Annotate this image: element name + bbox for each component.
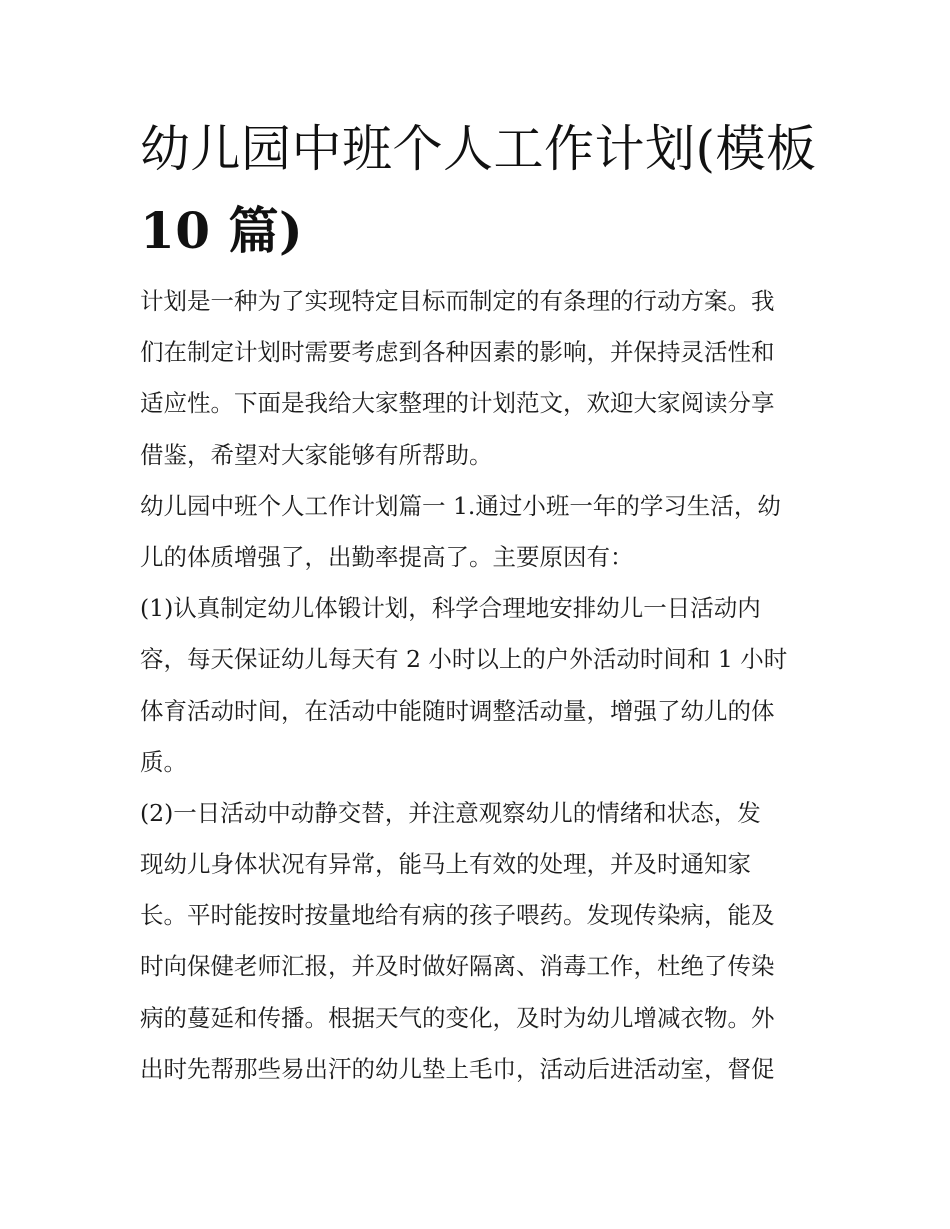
body-line: 计划是一种为了实现特定目标而制定的有条理的行动方案。我 (140, 287, 775, 315)
body-line: (2)一日活动中动静交替，并注意观察幼儿的情绪和状态，发 (140, 798, 761, 827)
body-line: 现幼儿身体状况有异常，能马上有效的处理，并及时通知家 (140, 850, 751, 879)
document-title (140, 108, 820, 272)
body-line: 儿的体质增强了，出勤率提高了。主要原因有： (140, 542, 634, 571)
body-line: 幼儿园中班个人工作计划篇一 1.通过小班一年的学习生活，幼 (140, 491, 781, 520)
body-line: (1)认真制定幼儿体锻计划，科学合理地安排幼儿一日活动内 (140, 594, 761, 623)
body-line: 容，每天保证幼儿每天有 2 小时以上的户外活动时间和 1 小时 (140, 645, 788, 674)
body-line: 长。平时能按时按量地给有病的孩子喂药。发现传染病，能及 (140, 901, 775, 930)
body-line: 体育活动时间，在活动中能随时调整活动量，增强了幼儿的体 (140, 696, 775, 725)
body-line: 质。 (140, 747, 187, 776)
body-line: 时向保健老师汇报，并及时做好隔离、消毒工作，杜绝了传染 (140, 952, 775, 981)
body-line: 借鉴，希望对大家能够有所帮助。 (140, 440, 493, 469)
body-line: 们在制定计划时需要考虑到各种因素的影响，并保持灵活性和 (140, 338, 775, 367)
title-line-2: 10 篇) (140, 201, 304, 260)
body-line: 出时先帮那些易出汗的幼儿垫上毛巾，活动后进活动室，督促 (140, 1054, 775, 1083)
title-line-1: 幼儿园中班个人工作计划(模板 (140, 120, 817, 178)
body-line: 适应性。下面是我给大家整理的计划范文，欢迎大家阅读分享 (140, 389, 775, 418)
document-body (140, 276, 820, 1095)
body-line: 病的蔓延和传播。根据天气的变化，及时为幼儿增减衣物。外 (140, 1003, 775, 1032)
